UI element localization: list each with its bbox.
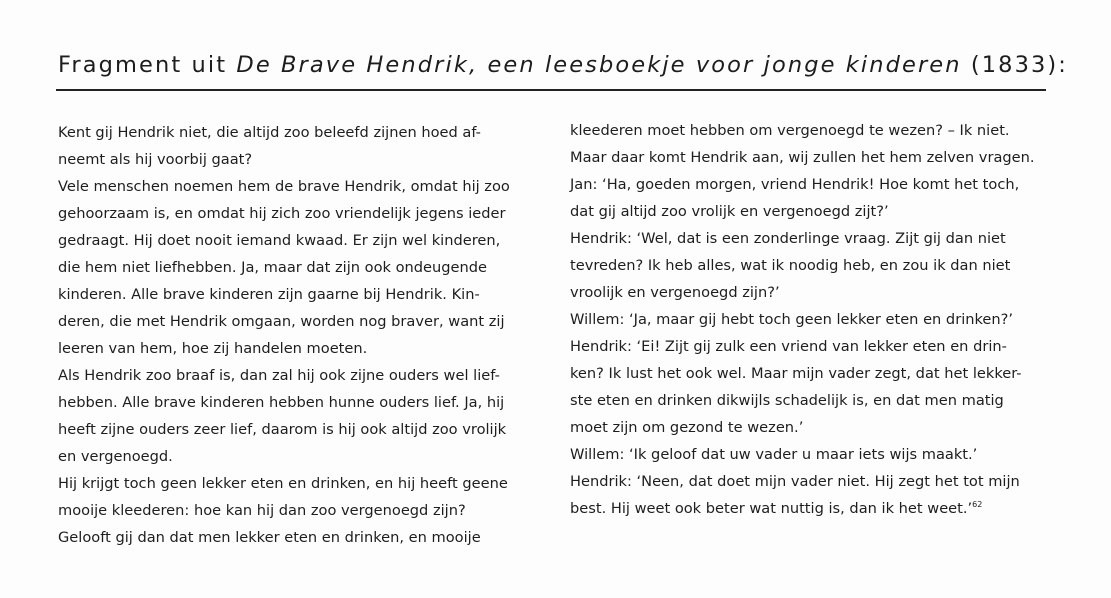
text-line: gedraagt. Hij doet nooit iemand kwaad. Er zijn wel kinderen, — [58, 232, 501, 249]
text-line: Kent gij Hendrik niet, die altijd zoo beleefd zijnen hoed af- — [58, 124, 481, 141]
heading-suffix: (1833): — [961, 52, 1068, 78]
heading-book-title: De Brave Hendrik, een leesboekje voor jonge kinderen — [236, 52, 962, 78]
text-line: heeft zijne ouders zeer lief, daarom is hij ook altijd zoo vrolijk — [58, 421, 507, 438]
text-line: deren, die met Hendrik omgaan, worden nog braver, want zij — [58, 313, 505, 330]
text-line: en vergenoegd. — [58, 448, 173, 465]
text-line: kleederen moet hebben om vergenoegd te wezen? – Ik niet. — [570, 122, 1010, 139]
heading-underline-rule — [56, 89, 1046, 91]
text-line: Hendrik: ‘Ei! Zijt gij zulk een vriend van lekker eten en drin- — [570, 338, 1007, 355]
text-line: Hij krijgt toch geen lekker eten en drinken, en hij heeft geene — [58, 475, 508, 492]
text-line: mooije kleederen: hoe kan hij dan zoo vergenoegd zijn? — [58, 502, 466, 519]
text-line: moet zijn om gezond te wezen.’ — [570, 419, 804, 436]
text-line: Willem: ‘Ja, maar gij hebt toch geen lekker eten en drinken?’ — [570, 311, 1014, 328]
text-line: gehoorzaam is, en omdat hij zich zoo vriendelijk jegens ieder — [58, 205, 506, 222]
text-line: hebben. Alle brave kinderen hebben hunne ouders lief. Ja, hij — [58, 394, 505, 411]
text-line: tevreden? Ik heb alles, wat ik noodig heb, en zou ik dan niet — [570, 257, 1011, 274]
text-line: Jan: ‘Ha, goeden morgen, vriend Hendrik! Hoe komt het toch, — [570, 176, 1020, 193]
heading-prefix: Fragment uit — [58, 52, 237, 78]
text-line: Als Hendrik zoo braaf is, dan zal hij ook zijne ouders wel lief- — [58, 367, 500, 384]
text-line: vroolijk en vergenoegd zijn?’ — [570, 284, 780, 301]
text-line: neemt als hij voorbij gaat? — [58, 151, 253, 168]
text-line: ste eten en drinken dikwijls schadelijk is, en dat men matig — [570, 392, 1004, 409]
text-line: Willem: ‘Ik geloof dat uw vader u maar iets wijs maakt.’ — [570, 446, 978, 463]
text-line: ken? Ik lust het ook wel. Maar mijn vader zegt, dat het lekker- — [570, 365, 1022, 382]
footnote-marker: 62 — [972, 500, 983, 510]
left-text-column — [58, 119, 538, 551]
text-line-content: best. Hij weet ook beter wat nuttig is, dan ik het weet.’ — [570, 500, 973, 517]
right-text-column — [570, 117, 1050, 522]
text-line: leeren van hem, hoe zij handelen moeten. — [58, 340, 368, 357]
text-line: Vele menschen noemen hem de brave Hendrik, omdat hij zoo — [58, 178, 510, 195]
text-line: die hem niet liefhebben. Ja, maar dat zijn ook ondeugende — [58, 259, 487, 276]
text-line: kinderen. Alle brave kinderen zijn gaarne bij Hendrik. Kin- — [58, 286, 480, 303]
text-line: Maar daar komt Hendrik aan, wij zullen het hem zelven vragen. — [570, 149, 1035, 166]
text-line: dat gij altijd zoo vrolijk en vergenoegd zijt?’ — [570, 203, 889, 220]
fragment-heading — [58, 50, 1068, 80]
text-line: Hendrik: ‘Wel, dat is een zonderlinge vraag. Zijt gij dan niet — [570, 230, 1006, 247]
text-line: Hendrik: ‘Neen, dat doet mijn vader niet. Hij zegt het tot mijn — [570, 473, 1020, 490]
text-line-with-footnote — [570, 495, 1050, 522]
text-line: Gelooft gij dan dat men lekker eten en drinken, en mooije — [58, 529, 481, 546]
